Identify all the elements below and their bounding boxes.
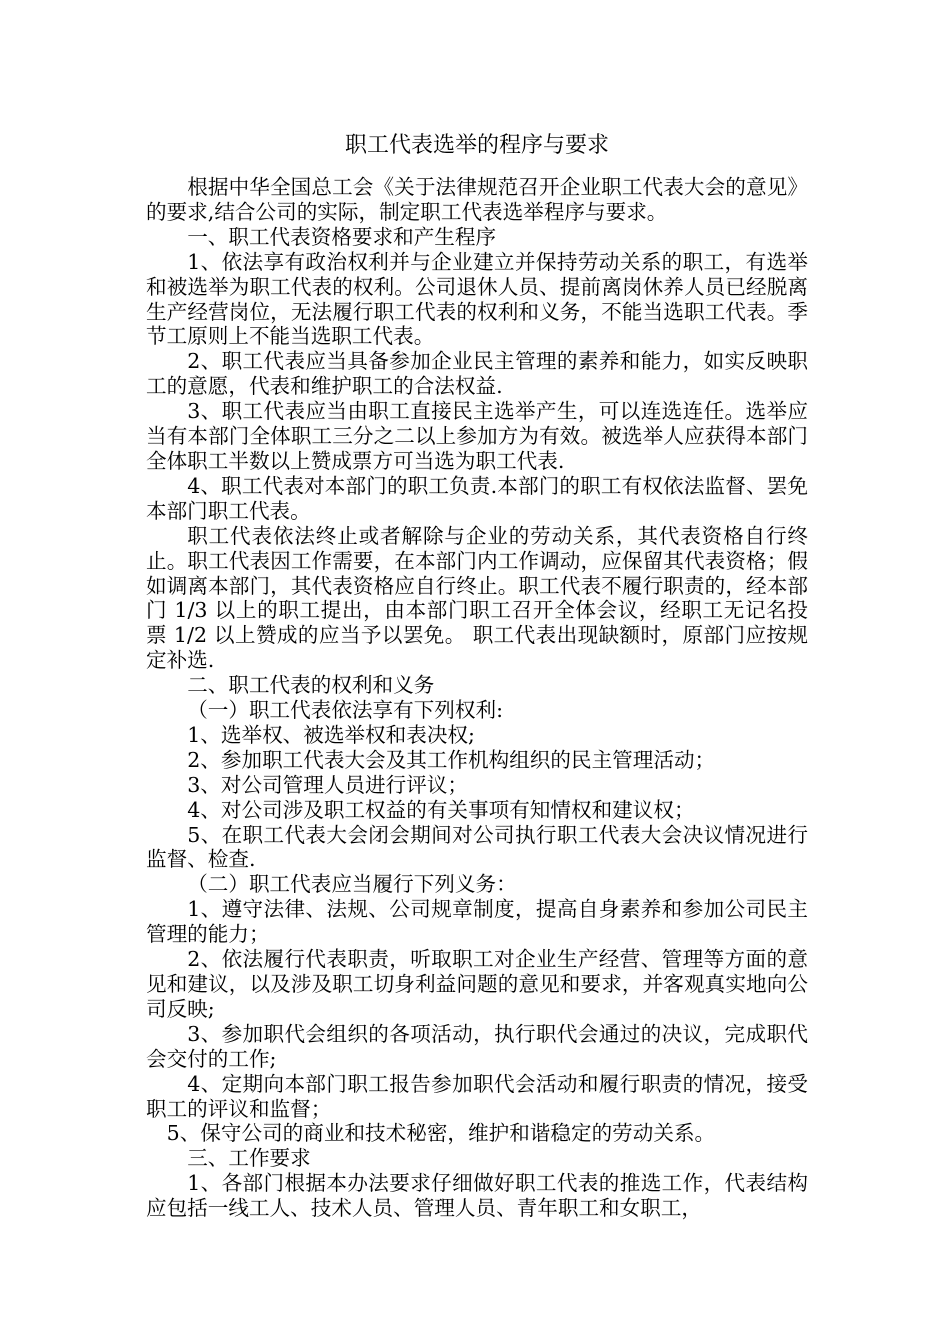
paragraph-item-2: 2、职工代表应当具备参加企业民主管理的素养和能力，如实反映职工的意愿，代表和维护职工的合法权益. [146, 349, 808, 399]
duties-item-5: 5、保守公司的商业和技术秘密，维护和谐稳定的劳动关系。 [166, 1121, 716, 1146]
rights-item-1: 1、选举权、被选举权和表决权; [187, 722, 475, 747]
intro-paragraph: 根据中华全国总工会《关于法律规范召开企业职工代表大会的意见》的要求,结合公司的实际，制定职工代表选举程序与要求。 [146, 175, 808, 224]
rights-item-4: 4、对公司涉及职工权益的有关事项有知情权和建议权； [187, 797, 695, 822]
subsection-heading-rights: （一）职工代表依法享有下列权利: [187, 698, 504, 723]
rights-item-3: 3、对公司管理人员进行评议； [187, 772, 469, 797]
work-requirements-item-1: 1、各部门根据本办法要求仔细做好职工代表的推选工作，代表结构应包括一线工人、技术人员、管理人员、青年职工和女职工， [146, 1171, 808, 1221]
paragraph-termination: 职工代表依法终止或者解除与企业的劳动关系，其代表资格自行终止。职工代表因工作需要，在本部门内工作调动，应保留其代表资格；假如调离本部门，其代表资格应自行终止。职工代表不履行职责的，经本部门 1/3 以上的职工提出，由本部门职工召开全体会议，经职工无记名投票 1/2 以上赞成的应当予以罢免。 职工代表出现缺额时，原部门应按规定补选. [146, 523, 808, 673]
duties-item-4: 4、定期向本部门职工报告参加职代会活动和履行职责的情况，接受职工的评议和监督； [146, 1071, 808, 1121]
section-heading-work-requirements: 三、工作要求 [187, 1146, 311, 1171]
section-heading-rights-duties: 二、职工代表的权利和义务 [187, 673, 435, 698]
duties-item-2: 2、依法履行代表职责，听取职工对企业生产经营、管理等方面的意见和建议，以及涉及职工切身利益问题的意见和要求，并客观真实地向公司反映; [146, 947, 808, 1021]
document-page [146, 130, 808, 1221]
section-heading-qualifications: 一、职工代表资格要求和产生程序 [187, 224, 497, 249]
subsection-heading-duties: （二）职工代表应当履行下列义务： [187, 872, 517, 897]
document-title: 职工代表选举的程序与要求 [344, 133, 609, 158]
paragraph-item-3: 3、职工代表应当由职工直接民主选举产生，可以连选连任。选举应当有本部门全体职工三分之二以上参加方为有效。被选举人应获得本部门全体职工半数以上赞成票方可当选为职工代表. [146, 399, 808, 473]
rights-item-5: 5、在职工代表大会闭会期间对公司执行职工代表大会决议情况进行监督、检查. [146, 822, 808, 872]
paragraph-item-1: 1、依法享有政治权利并与企业建立并保持劳动关系的职工，有选举和被选举为职工代表的权利。公司退休人员、提前离岗休养人员已经脱离生产经营岗位，无法履行职工代表的权利和义务，不能当选职工代表。季节工原则上不能当选职工代表。 [146, 249, 808, 349]
duties-item-1: 1、遵守法律、法规、公司规章制度，提高自身素养和参加公司民主管理的能力； [146, 897, 808, 947]
duties-item-3: 3、参加职代会组织的各项活动，执行职代会通过的决议，完成职代会交付的工作; [146, 1021, 808, 1071]
rights-item-2: 2、参加职工代表大会及其工作机构组织的民主管理活动； [187, 747, 716, 772]
paragraph-item-4: 4、职工代表对本部门的职工负责.本部门的职工有权依法监督、罢免本部门职工代表。 [146, 473, 808, 523]
